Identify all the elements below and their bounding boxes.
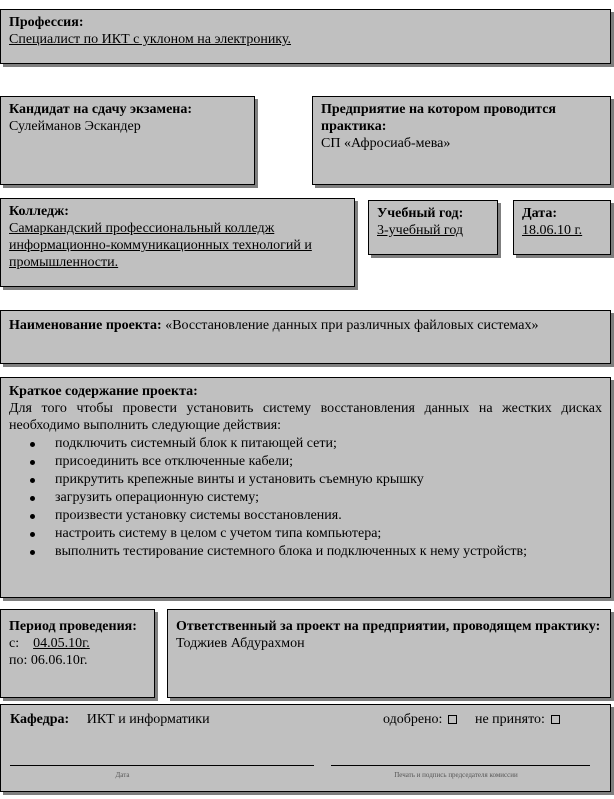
list-item: выполнить тестирование системного блока и подключенных к нему устройств; xyxy=(55,543,602,561)
period-to: по: 06.06.10г. xyxy=(9,653,88,668)
summary-steps xyxy=(9,435,602,561)
signature-caption: Печать и подпись председателя комиссии xyxy=(394,771,518,779)
list-item: загрузить операционную систему; xyxy=(55,489,602,507)
summary-label: Краткое содержание проекта: xyxy=(9,384,198,399)
college-value: Самаркандский профессиональный колледж информационно-коммуникационных технологий и промышленности. xyxy=(9,221,312,270)
approved-checkbox[interactable] xyxy=(448,715,457,724)
academic-year-value: 3-учебный год xyxy=(377,223,464,238)
academic-year-section xyxy=(368,200,498,255)
profession-value: Специалист по ИКТ с уклоном на электронику. xyxy=(9,32,292,47)
profession-section xyxy=(0,9,611,64)
enterprise-label: Предприятие на котором проводится практика: xyxy=(321,102,556,134)
department-value: ИКТ и информатики xyxy=(86,712,210,727)
decision-group xyxy=(383,711,560,728)
college-section xyxy=(0,198,355,287)
department-section xyxy=(0,704,611,792)
project-name-label: Наименование проекта: xyxy=(9,318,162,333)
list-item: присоединить все отключенные кабели; xyxy=(55,453,602,471)
profession-label: Профессия: xyxy=(9,15,84,30)
date-value: 18.06.10 г. xyxy=(522,223,583,238)
period-label: Период проведения: xyxy=(9,619,137,634)
rejected-label: не принято: xyxy=(474,712,545,727)
responsible-section xyxy=(167,609,611,698)
chair-signature-line xyxy=(331,765,590,766)
list-item: подключить системный блок к питающей сети; xyxy=(55,435,602,453)
date-signature-line xyxy=(10,765,314,766)
candidate-label: Кандидат на сдачу экзамена: xyxy=(9,102,193,117)
rejected-checkbox[interactable] xyxy=(551,715,560,724)
date-section xyxy=(513,200,611,255)
period-from-value: 04.05.10г. xyxy=(33,636,90,651)
date-caption: Дата xyxy=(115,771,130,779)
project-name-value: «Восстановление данных при различных файловых системах» xyxy=(165,318,539,333)
summary-section xyxy=(0,377,611,598)
department-label: Кафедра: xyxy=(10,712,70,727)
academic-year-label: Учебный год: xyxy=(377,206,464,221)
list-item: произвести установку системы восстановления. xyxy=(55,507,602,525)
enterprise-value: СП «Афросиаб-мева» xyxy=(321,136,451,151)
period-section xyxy=(0,609,155,698)
list-item: настроить систему в целом с учетом типа компьютера; xyxy=(55,525,602,543)
date-label: Дата: xyxy=(522,206,557,221)
approved-label: одобрено: xyxy=(383,712,443,727)
responsible-label: Ответственный за проект на предприятии, проводящем практику: xyxy=(176,619,601,634)
candidate-section xyxy=(0,96,255,185)
project-name-section xyxy=(0,310,611,364)
department-line xyxy=(10,711,210,728)
college-label: Колледж: xyxy=(9,204,69,219)
summary-intro: Для того чтобы провести установить систему восстановления данных на жестких дисках необходимо выполнить следующие действия: xyxy=(9,401,602,433)
enterprise-section xyxy=(312,96,611,185)
list-item: прикрутить крепежные винты и установить съемную крышку xyxy=(55,471,602,489)
period-to-value: 06.06.10г. xyxy=(30,653,88,668)
responsible-value: Тоджиев Абдурахмон xyxy=(176,636,305,651)
period-from: с: 04.05.10г. xyxy=(9,636,90,651)
candidate-value: Сулейманов Эскандер xyxy=(9,119,141,134)
